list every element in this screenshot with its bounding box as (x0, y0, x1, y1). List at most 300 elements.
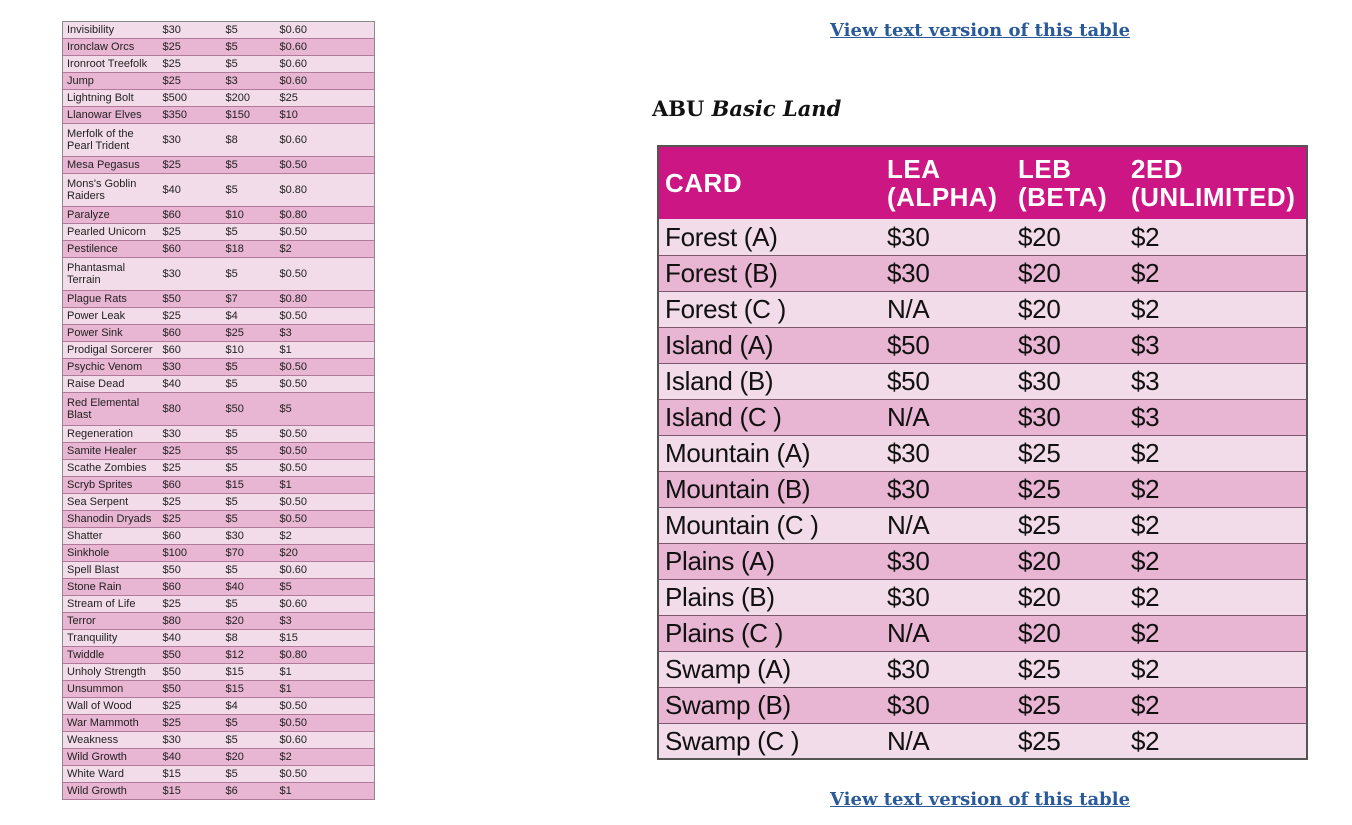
card-name-cell: Merfolk of the Pearl Trident (63, 124, 159, 157)
price-cell: $15 (222, 664, 276, 681)
price-cell: $50 (159, 647, 222, 664)
card-name-cell: Wall of Wood (63, 698, 159, 715)
price-cell: N/A (881, 723, 1012, 759)
price-cell: $5 (276, 579, 375, 596)
table-row (63, 630, 375, 647)
price-cell: $50 (159, 664, 222, 681)
price-cell: $3 (1125, 363, 1307, 399)
price-cell: $30 (159, 22, 222, 39)
price-cell: $0.50 (276, 426, 375, 443)
card-name-cell: Raise Dead (63, 376, 159, 393)
card-name-cell: Red Elemental Blast (63, 393, 159, 426)
land-name-cell: Island (B) (658, 363, 881, 399)
price-cell: $5 (222, 715, 276, 732)
table-row (63, 157, 375, 174)
price-cell: $20 (1012, 579, 1125, 615)
price-cell: $5 (222, 376, 276, 393)
price-cell: $5 (222, 224, 276, 241)
price-cell: $25 (1012, 723, 1125, 759)
table-row (63, 749, 375, 766)
price-cell: $30 (159, 258, 222, 291)
price-cell: $4 (222, 698, 276, 715)
card-name-cell: White Ward (63, 766, 159, 783)
price-cell: $60 (159, 579, 222, 596)
table-row (63, 613, 375, 630)
table-row (63, 443, 375, 460)
basic-land-table-body (658, 219, 1307, 759)
price-cell: $40 (159, 376, 222, 393)
price-cell: $0.60 (276, 73, 375, 90)
price-cell: $1 (276, 477, 375, 494)
price-cell: $40 (159, 630, 222, 647)
column-header-line2: (BETA) (1018, 182, 1108, 212)
table-row (658, 579, 1307, 615)
card-name-cell: Unsummon (63, 681, 159, 698)
table-row (658, 651, 1307, 687)
table-row (658, 219, 1307, 255)
card-name-cell: Scathe Zombies (63, 460, 159, 477)
price-cell: $0.50 (276, 443, 375, 460)
price-cell: $0.50 (276, 460, 375, 477)
card-name-cell: Wild Growth (63, 783, 159, 800)
card-name-cell: Spell Blast (63, 562, 159, 579)
price-cell: $25 (276, 90, 375, 107)
table-row (658, 687, 1307, 723)
table-row (63, 90, 375, 107)
table-row (63, 325, 375, 342)
price-cell: $50 (159, 681, 222, 698)
price-cell: $100 (159, 545, 222, 562)
card-name-cell: Twiddle (63, 647, 159, 664)
price-cell: $25 (159, 460, 222, 477)
view-text-version-link-top[interactable]: View text version of this table (830, 20, 1131, 41)
price-cell: $5 (222, 39, 276, 56)
price-cell: $15 (159, 766, 222, 783)
price-cell: $5 (222, 766, 276, 783)
price-cell: $2 (1125, 471, 1307, 507)
land-name-cell: Plains (A) (658, 543, 881, 579)
price-cell: $0.60 (276, 732, 375, 749)
table-row (658, 471, 1307, 507)
price-cell: N/A (881, 507, 1012, 543)
price-cell: $50 (881, 327, 1012, 363)
price-cell: $25 (1012, 435, 1125, 471)
price-cell: $5 (222, 174, 276, 207)
land-name-cell: Mountain (B) (658, 471, 881, 507)
price-cell: $3 (276, 325, 375, 342)
card-name-cell: Mons's Goblin Raiders (63, 174, 159, 207)
price-cell: $30 (159, 359, 222, 376)
price-cell: $200 (222, 90, 276, 107)
table-row (658, 723, 1307, 759)
column-header (658, 146, 881, 219)
price-cell: $0.80 (276, 291, 375, 308)
price-cell: $25 (1012, 687, 1125, 723)
price-cell: $2 (1125, 579, 1307, 615)
price-cell: $30 (881, 579, 1012, 615)
price-cell: $30 (881, 471, 1012, 507)
card-name-cell: Prodigal Sorcerer (63, 342, 159, 359)
column-header-line2: (UNLIMITED) (1131, 182, 1296, 212)
price-cell: $0.80 (276, 207, 375, 224)
price-cell: $25 (1012, 651, 1125, 687)
price-cell: $6 (222, 783, 276, 800)
price-cell: $60 (159, 342, 222, 359)
column-header (881, 146, 1012, 219)
card-name-cell: Ironclaw Orcs (63, 39, 159, 56)
land-name-cell: Mountain (C ) (658, 507, 881, 543)
price-cell: $0.50 (276, 698, 375, 715)
price-cell: $0.60 (276, 39, 375, 56)
price-cell: $25 (159, 698, 222, 715)
card-name-cell: War Mammoth (63, 715, 159, 732)
table-row (63, 681, 375, 698)
price-cell: $0.60 (276, 56, 375, 73)
table-row (63, 224, 375, 241)
price-cell: $2 (1125, 507, 1307, 543)
table-row (658, 363, 1307, 399)
price-cell: $5 (222, 443, 276, 460)
card-name-cell: Lightning Bolt (63, 90, 159, 107)
column-header-line1: 2ED (1131, 154, 1184, 184)
table-row (63, 562, 375, 579)
price-cell: $30 (881, 435, 1012, 471)
table-row (63, 732, 375, 749)
price-cell: $20 (222, 749, 276, 766)
table-row (658, 327, 1307, 363)
table-row (63, 511, 375, 528)
price-cell: $3 (222, 73, 276, 90)
price-cell: $0.50 (276, 376, 375, 393)
card-name-cell: Psychic Venom (63, 359, 159, 376)
price-cell: $70 (222, 545, 276, 562)
price-cell: $50 (159, 562, 222, 579)
price-cell: $0.50 (276, 494, 375, 511)
price-cell: $3 (1125, 327, 1307, 363)
price-cell: $40 (222, 579, 276, 596)
card-name-cell: Sinkhole (63, 545, 159, 562)
price-cell: $4 (222, 308, 276, 325)
card-name-cell: Ironroot Treefolk (63, 56, 159, 73)
card-name-cell: Mesa Pegasus (63, 157, 159, 174)
price-cell: $150 (222, 107, 276, 124)
price-cell: $2 (1125, 543, 1307, 579)
price-cell: $15 (222, 477, 276, 494)
table-row (658, 399, 1307, 435)
land-name-cell: Swamp (C ) (658, 723, 881, 759)
price-cell: $25 (159, 157, 222, 174)
land-name-cell: Forest (B) (658, 255, 881, 291)
price-cell: $25 (159, 443, 222, 460)
price-cell: $50 (159, 291, 222, 308)
price-cell: $0.50 (276, 258, 375, 291)
price-cell: $20 (222, 613, 276, 630)
table-row (63, 207, 375, 224)
price-cell: $40 (159, 174, 222, 207)
card-name-cell: Shanodin Dryads (63, 511, 159, 528)
price-cell: $8 (222, 124, 276, 157)
price-cell: $1 (276, 342, 375, 359)
card-name-cell: Power Sink (63, 325, 159, 342)
price-cell: $5 (222, 511, 276, 528)
price-cell: $25 (1012, 471, 1125, 507)
price-cell: $60 (159, 477, 222, 494)
price-cell: $30 (881, 651, 1012, 687)
card-name-cell: Unholy Strength (63, 664, 159, 681)
price-cell: $30 (159, 732, 222, 749)
price-cell: $5 (222, 258, 276, 291)
column-header-line1: LEB (1018, 154, 1072, 184)
price-cell: $15 (222, 681, 276, 698)
heading-emphasis: Basic Land (711, 96, 842, 121)
table-row (63, 342, 375, 359)
card-name-cell: Phantasmal Terrain (63, 258, 159, 291)
price-cell: $60 (159, 207, 222, 224)
land-name-cell: Plains (C ) (658, 615, 881, 651)
price-cell: $25 (159, 39, 222, 56)
card-name-cell: Power Leak (63, 308, 159, 325)
table-row (63, 579, 375, 596)
table-row (658, 435, 1307, 471)
table-row (63, 107, 375, 124)
card-name-cell: Stone Rain (63, 579, 159, 596)
table-row (63, 124, 375, 157)
price-cell: $0.60 (276, 596, 375, 613)
basic-land-header-row (658, 146, 1307, 219)
card-price-table (62, 21, 375, 800)
card-name-cell: Stream of Life (63, 596, 159, 613)
price-cell: $25 (159, 73, 222, 90)
table-row (63, 494, 375, 511)
price-cell: $50 (222, 393, 276, 426)
price-cell: $2 (1125, 435, 1307, 471)
price-cell: $25 (159, 224, 222, 241)
view-text-version-link-bottom[interactable]: View text version of this table (830, 789, 1131, 810)
price-cell: $30 (1012, 399, 1125, 435)
table-row (63, 477, 375, 494)
table-row (63, 647, 375, 664)
price-cell: $5 (222, 359, 276, 376)
table-row (63, 545, 375, 562)
price-cell: $0.50 (276, 308, 375, 325)
price-cell: $25 (159, 596, 222, 613)
price-cell: $0.50 (276, 224, 375, 241)
price-cell: $30 (159, 426, 222, 443)
card-name-cell: Scryb Sprites (63, 477, 159, 494)
price-cell: $60 (159, 528, 222, 545)
price-cell: $2 (1125, 219, 1307, 255)
table-row (63, 715, 375, 732)
card-name-cell: Sea Serpent (63, 494, 159, 511)
price-cell: $10 (276, 107, 375, 124)
table-row (63, 426, 375, 443)
price-cell: $5 (222, 426, 276, 443)
price-cell: $15 (276, 630, 375, 647)
table-row (63, 376, 375, 393)
price-cell: $0.60 (276, 124, 375, 157)
price-cell: $1 (276, 664, 375, 681)
table-row (63, 39, 375, 56)
table-row (63, 783, 375, 800)
price-cell: $10 (222, 342, 276, 359)
price-cell: $15 (159, 783, 222, 800)
land-name-cell: Swamp (B) (658, 687, 881, 723)
price-cell: $2 (1125, 615, 1307, 651)
price-cell: $25 (159, 715, 222, 732)
table-row (63, 56, 375, 73)
card-name-cell: Shatter (63, 528, 159, 545)
section-heading (652, 96, 841, 121)
price-cell: $2 (1125, 255, 1307, 291)
price-cell: $18 (222, 241, 276, 258)
price-cell: $2 (276, 241, 375, 258)
price-cell: $30 (881, 219, 1012, 255)
table-row (63, 174, 375, 207)
price-cell: N/A (881, 615, 1012, 651)
price-cell: $0.50 (276, 359, 375, 376)
basic-land-table (657, 145, 1308, 760)
price-cell: $50 (881, 363, 1012, 399)
table-row (63, 664, 375, 681)
table-row (63, 291, 375, 308)
price-cell: $5 (222, 562, 276, 579)
price-cell: $0.50 (276, 511, 375, 528)
price-cell: $60 (159, 241, 222, 258)
table-row (658, 291, 1307, 327)
table-row (658, 507, 1307, 543)
price-cell: $5 (222, 460, 276, 477)
price-cell: $2 (1125, 723, 1307, 759)
table-row (658, 615, 1307, 651)
price-cell: $5 (222, 596, 276, 613)
table-row (658, 543, 1307, 579)
table-row (63, 359, 375, 376)
card-name-cell: Invisibility (63, 22, 159, 39)
table-row (63, 258, 375, 291)
heading-prefix: ABU (652, 96, 705, 121)
price-cell: $1 (276, 783, 375, 800)
price-cell: $25 (159, 494, 222, 511)
card-name-cell: Terror (63, 613, 159, 630)
price-cell: $3 (1125, 399, 1307, 435)
price-cell: $0.50 (276, 715, 375, 732)
price-cell: $30 (881, 543, 1012, 579)
price-cell: $2 (276, 749, 375, 766)
price-cell: $25 (159, 511, 222, 528)
price-cell: N/A (881, 399, 1012, 435)
price-cell: $2 (1125, 687, 1307, 723)
card-name-cell: Jump (63, 73, 159, 90)
price-cell: $0.80 (276, 647, 375, 664)
table-row (63, 460, 375, 477)
price-cell: $2 (276, 528, 375, 545)
card-name-cell: Plague Rats (63, 291, 159, 308)
price-cell: $0.60 (276, 22, 375, 39)
price-cell: $5 (222, 732, 276, 749)
card-name-cell: Wild Growth (63, 749, 159, 766)
price-cell: $5 (222, 494, 276, 511)
price-cell: $3 (276, 613, 375, 630)
price-cell: $25 (159, 56, 222, 73)
price-cell: $5 (222, 22, 276, 39)
price-cell: $30 (1012, 363, 1125, 399)
card-name-cell: Llanowar Elves (63, 107, 159, 124)
card-name-cell: Samite Healer (63, 443, 159, 460)
price-cell: $60 (159, 325, 222, 342)
card-price-table-body (63, 22, 375, 800)
price-cell: $0.50 (276, 766, 375, 783)
price-cell: $30 (222, 528, 276, 545)
table-row (63, 596, 375, 613)
price-cell: $25 (222, 325, 276, 342)
price-cell: $25 (1012, 507, 1125, 543)
column-header (1012, 146, 1125, 219)
price-cell: $7 (222, 291, 276, 308)
land-name-cell: Swamp (A) (658, 651, 881, 687)
column-header-line1: CARD (665, 168, 743, 198)
table-row (63, 698, 375, 715)
price-cell: $10 (222, 207, 276, 224)
price-cell: $1 (276, 681, 375, 698)
price-cell: $8 (222, 630, 276, 647)
land-name-cell: Forest (C ) (658, 291, 881, 327)
price-cell: $30 (881, 687, 1012, 723)
price-cell: $30 (159, 124, 222, 157)
price-cell: $30 (881, 255, 1012, 291)
price-cell: $0.60 (276, 562, 375, 579)
column-header (1125, 146, 1307, 219)
card-name-cell: Pearled Unicorn (63, 224, 159, 241)
column-header-line1: LEA (887, 154, 941, 184)
table-row (63, 766, 375, 783)
land-name-cell: Island (C ) (658, 399, 881, 435)
land-name-cell: Island (A) (658, 327, 881, 363)
price-cell: $5 (222, 56, 276, 73)
price-cell: $20 (1012, 615, 1125, 651)
land-name-cell: Mountain (A) (658, 435, 881, 471)
card-name-cell: Regeneration (63, 426, 159, 443)
table-row (63, 22, 375, 39)
price-cell: $500 (159, 90, 222, 107)
price-cell: $0.50 (276, 157, 375, 174)
card-name-cell: Pestilence (63, 241, 159, 258)
card-name-cell: Tranquility (63, 630, 159, 647)
price-cell: $80 (159, 613, 222, 630)
table-row (658, 255, 1307, 291)
price-cell: $20 (276, 545, 375, 562)
price-cell: $25 (159, 308, 222, 325)
card-name-cell: Weakness (63, 732, 159, 749)
price-cell: N/A (881, 291, 1012, 327)
price-cell: $2 (1125, 651, 1307, 687)
column-header-line2: (ALPHA) (887, 182, 998, 212)
price-cell: $0.80 (276, 174, 375, 207)
price-cell: $5 (276, 393, 375, 426)
card-name-cell: Paralyze (63, 207, 159, 224)
price-cell: $20 (1012, 255, 1125, 291)
table-row (63, 393, 375, 426)
price-cell: $20 (1012, 543, 1125, 579)
table-row (63, 241, 375, 258)
price-cell: $12 (222, 647, 276, 664)
price-cell: $30 (1012, 327, 1125, 363)
table-row (63, 73, 375, 90)
price-cell: $20 (1012, 219, 1125, 255)
price-cell: $5 (222, 157, 276, 174)
price-cell: $80 (159, 393, 222, 426)
price-cell: $350 (159, 107, 222, 124)
table-row (63, 528, 375, 545)
